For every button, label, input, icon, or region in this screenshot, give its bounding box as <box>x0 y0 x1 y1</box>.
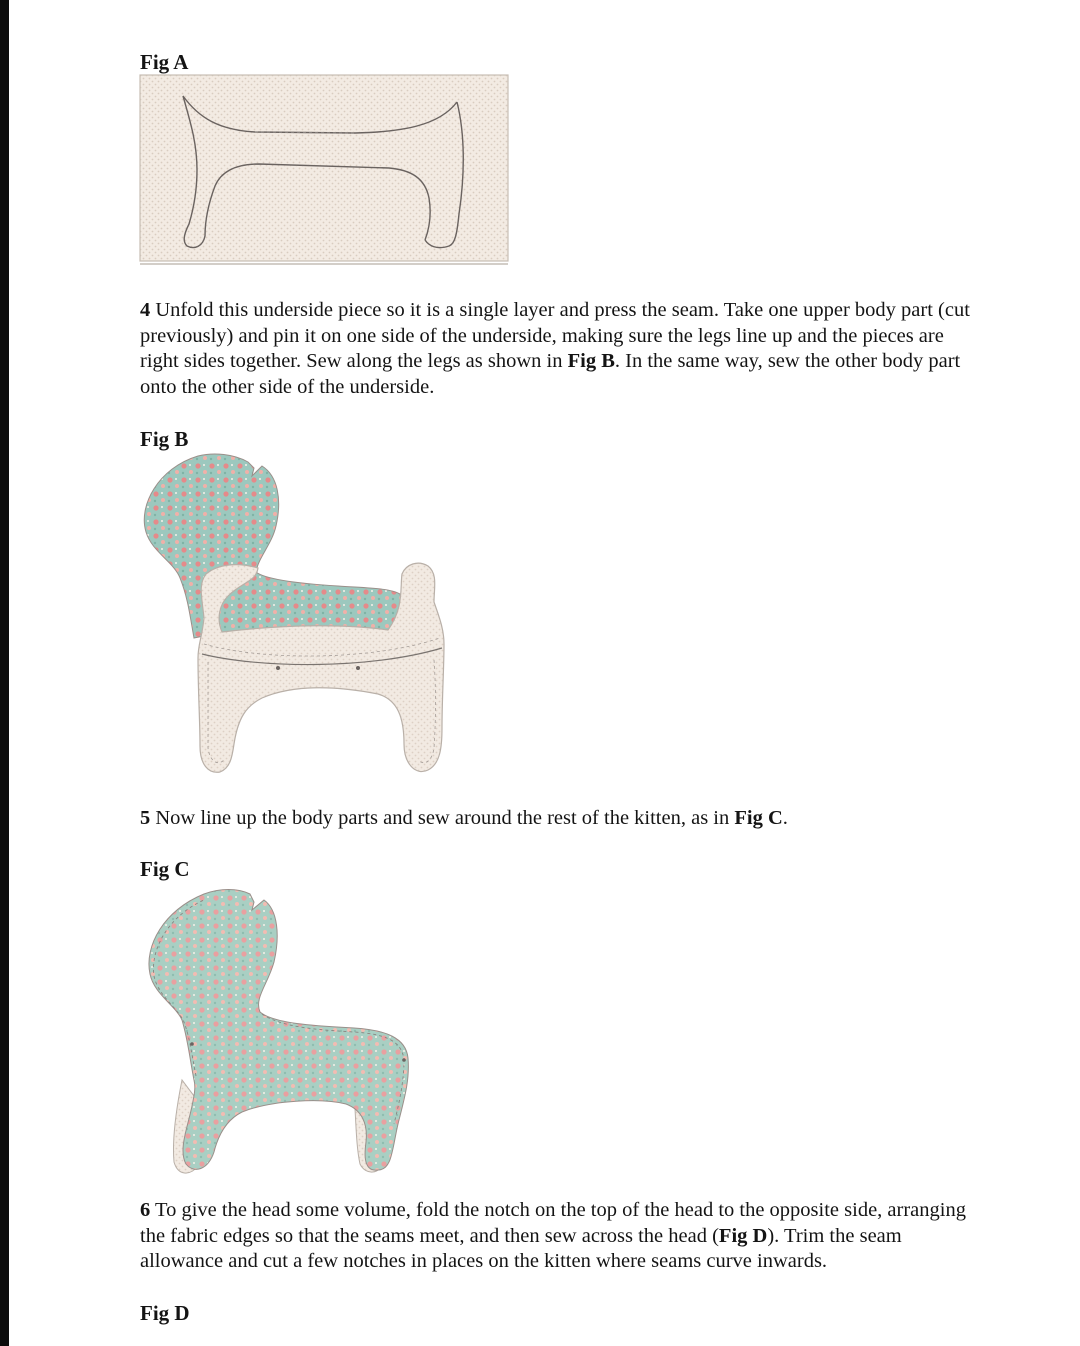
fig-c-label: Fig C <box>140 857 190 881</box>
step-4-figure-reference: Fig B <box>567 350 615 372</box>
step-4-number: 4 <box>140 299 151 321</box>
step-4-paragraph <box>140 298 975 400</box>
step-4-text-part-2: . In the same way, sew the other body part onto the other side of the underside. <box>140 350 961 398</box>
step-6-figure-reference: Fig D <box>718 1224 768 1247</box>
step-6-text-part-2: ). Trim the seam allowance and cut a few notches in places on the kitten where seams curve inwards. <box>140 1224 902 1272</box>
fig-d-label: Fig D <box>140 1301 190 1325</box>
fig-a-label: Fig A <box>140 50 189 74</box>
fig-b-kitten-illustration <box>138 448 454 778</box>
step-4-text-part-1: Unfold this underside piece so it is a single layer and press the seam. Take one upper body part (cut previously) and pin it on one side of the underside, making sure the legs line up and the pieces are right sides together. Sew along the legs as shown in <box>140 299 970 372</box>
step-5-text-part-1: Now line up the body parts and sew around the rest of the kitten, as in <box>150 807 735 829</box>
step-6-text-part-1: To give the head some volume, fold the notch on the top of the head to the opposite side, arranging the fabric edges so that the seams meet, and then sew across the head ( <box>140 1199 966 1247</box>
fig-c-kitten-illustration <box>142 880 422 1180</box>
step-5-figure-reference: Fig C <box>734 807 783 829</box>
step-6-number: 6 <box>140 1199 151 1221</box>
step-5-text-part-2: . <box>782 807 788 829</box>
fig-a-underside-illustration <box>139 74 511 270</box>
step-5-paragraph <box>140 806 975 832</box>
step-6-paragraph <box>140 1198 975 1275</box>
fig-b-label: Fig B <box>140 427 189 451</box>
step-5-number: 5 <box>140 807 151 829</box>
